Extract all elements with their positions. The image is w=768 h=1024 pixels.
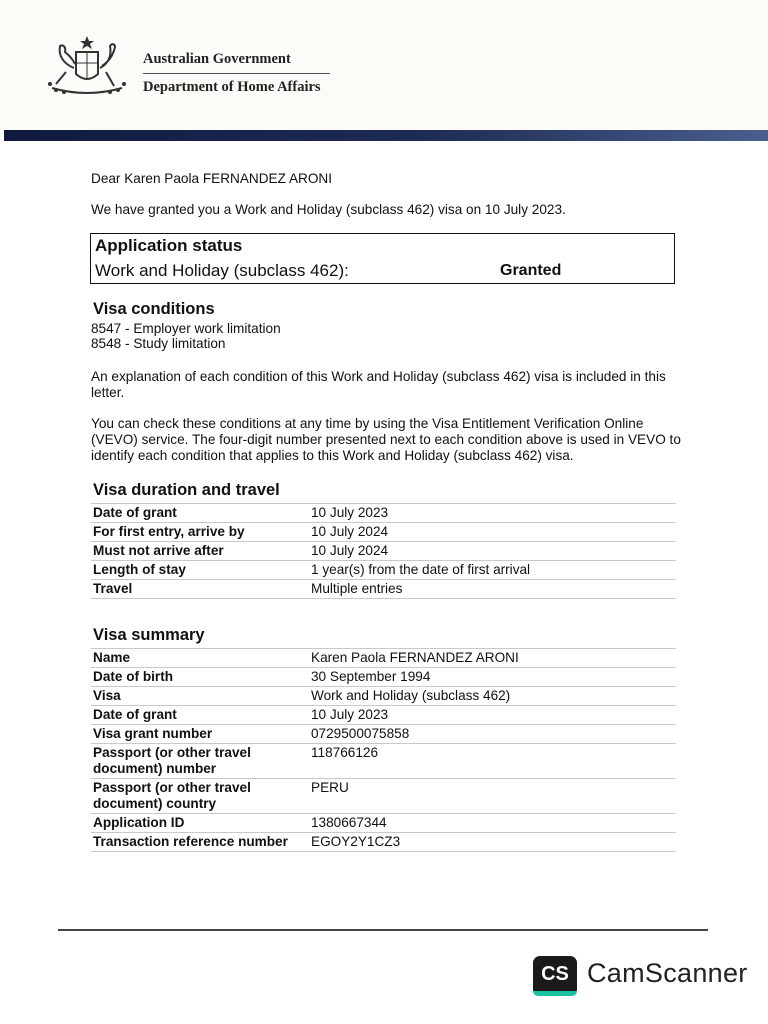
row-value: 118766126 (309, 744, 676, 779)
row-label: Date of birth (91, 668, 309, 687)
application-status-box (90, 233, 675, 284)
table-row (91, 833, 676, 852)
camscanner-watermark: CamScanner (587, 958, 748, 988)
row-value: 30 September 1994 (309, 668, 676, 687)
table-row (91, 744, 676, 779)
table-row (91, 542, 676, 561)
row-label: Visa grant number (91, 725, 309, 744)
table-row (91, 668, 676, 687)
summary-table (91, 648, 676, 852)
row-label: Passport (or other travel document) number (91, 744, 309, 779)
table-row (91, 814, 676, 833)
row-value: PERU (309, 779, 676, 814)
row-value: EGOY2Y1CZ3 (309, 833, 676, 852)
table-row (91, 580, 676, 599)
row-value: 1 year(s) from the date of first arrival (309, 561, 676, 580)
vevo-paragraph: You can check these conditions at any time by using the Visa Entitlement Verification Online (VEVO) service. The four-digit number presented next to each condition above is used in VEVO to identify each condition that applies to this Work and Holiday (subclass 462) visa. (91, 416, 681, 463)
row-value: Karen Paola FERNANDEZ ARONI (309, 649, 676, 668)
intro-text: We have granted you a Work and Holiday (subclass 462) visa on 10 July 2023. (91, 202, 566, 217)
row-label: Date of grant (91, 504, 309, 523)
row-value: 10 July 2023 (309, 706, 676, 725)
row-label: Name (91, 649, 309, 668)
table-row (91, 779, 676, 814)
condition-item: 8547 - Employer work limitation (91, 321, 281, 336)
condition-item: 8548 - Study limitation (91, 336, 226, 351)
government-name: Australian Government (143, 51, 291, 67)
header-divider (143, 73, 330, 74)
camscanner-logo-text: CS (541, 963, 569, 985)
row-label: For first entry, arrive by (91, 523, 309, 542)
row-value: 1380667344 (309, 814, 676, 833)
row-label: Travel (91, 580, 309, 599)
duration-table (91, 503, 676, 599)
department-name: Department of Home Affairs (143, 79, 321, 95)
row-label: Visa (91, 687, 309, 706)
row-value: Multiple entries (309, 580, 676, 599)
header-bar (4, 130, 768, 141)
row-value: 10 July 2024 (309, 523, 676, 542)
row-value: Work and Holiday (subclass 462) (309, 687, 676, 706)
row-value: 10 July 2023 (309, 504, 676, 523)
explanation-paragraph: An explanation of each condition of this Work and Holiday (subclass 462) visa is included in this letter. (91, 369, 666, 400)
row-label: Date of grant (91, 706, 309, 725)
table-row (91, 523, 676, 542)
table-row (91, 725, 676, 744)
table-row (91, 504, 676, 523)
camscanner-logo-icon (533, 956, 577, 996)
row-label: Length of stay (91, 561, 309, 580)
row-label: Application ID (91, 814, 309, 833)
table-row (91, 561, 676, 580)
row-value: 10 July 2024 (309, 542, 676, 561)
row-label: Must not arrive after (91, 542, 309, 561)
summary-title: Visa summary (93, 626, 205, 644)
table-row (91, 649, 676, 668)
camscanner-logo-stripe (533, 991, 577, 996)
status-visa-label: Work and Holiday (subclass 462): (95, 261, 349, 280)
status-title: Application status (95, 236, 243, 255)
conditions-title: Visa conditions (93, 300, 215, 318)
table-row (91, 706, 676, 725)
duration-title: Visa duration and travel (93, 481, 280, 499)
row-value: 0729500075858 (309, 725, 676, 744)
row-label: Transaction reference number (91, 833, 309, 852)
status-value: Granted (500, 262, 562, 279)
greeting: Dear Karen Paola FERNANDEZ ARONI (91, 171, 332, 186)
footer-divider (58, 929, 708, 931)
row-label: Passport (or other travel document) country (91, 779, 309, 814)
coat-of-arms-icon (46, 34, 128, 100)
table-row (91, 687, 676, 706)
